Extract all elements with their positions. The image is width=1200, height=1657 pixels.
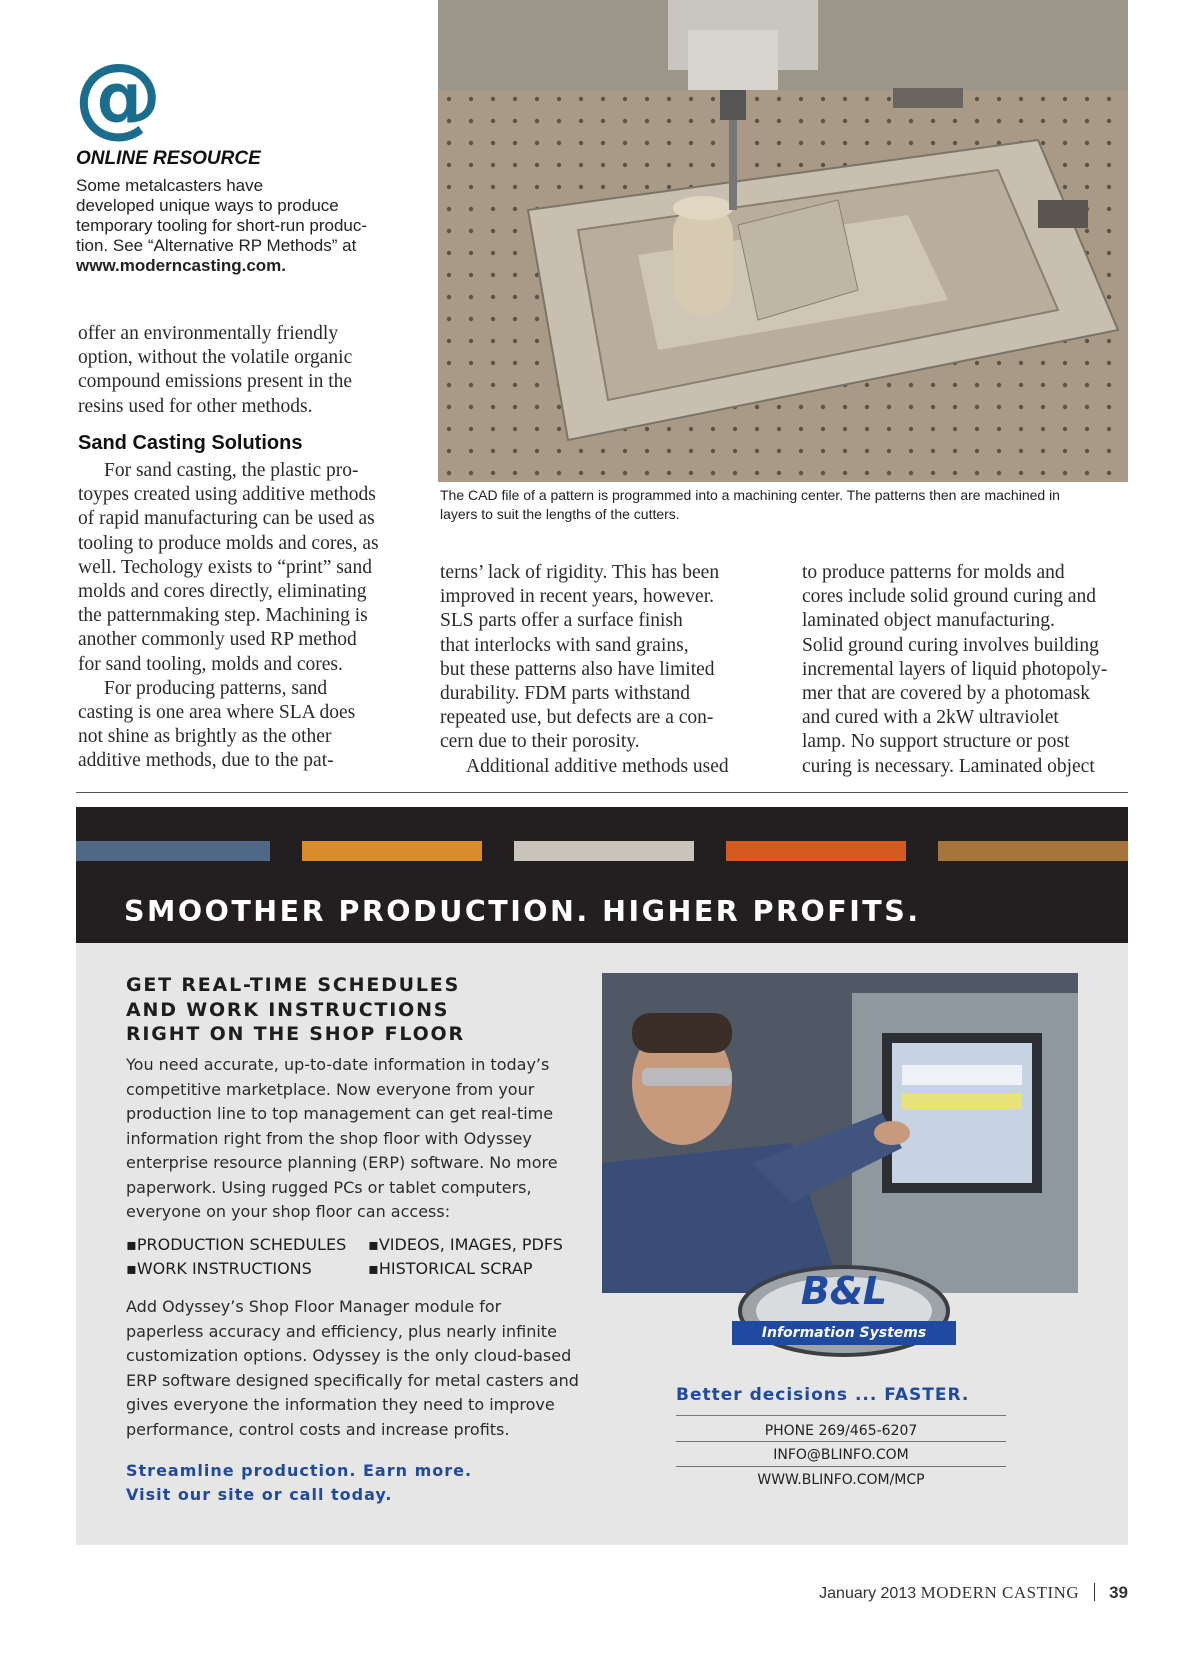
contact-website[interactable]: WWW.BLINFO.COM/MCP [757,1472,925,1488]
bl-logo-text: B&L [800,1269,888,1313]
bl-logo-subtitle: Information Systems [761,1325,927,1341]
article-column-2: terns’ lack of rigidity. This has been improved in recent years, however. SLS parts offer a surface finish that interlocks with sand grains, but these patterns also have limited durability. FDM parts withstand repeated use, but defects are a con- cern due to their porosity. Additional additive methods used [440,562,729,777]
ad-header [76,807,1128,943]
issue-date: January 2013 [819,1585,917,1602]
magazine-name: MODERN CASTING [920,1583,1080,1602]
bl-logo [726,1261,962,1361]
list-item: ▪HISTORICAL SCRAP [368,1259,533,1278]
ad-headline: GET REAL-TIME SCHEDULES AND WORK INSTRUCTIONS RIGHT ON THE SHOP FLOOR [126,974,465,1045]
section-heading: Sand Casting Solutions [78,431,303,454]
page-footer [819,1583,1128,1603]
ad-slogan: SMOOTHER PRODUCTION. HIGHER PROFITS. [124,895,921,928]
machining-center-photo [438,0,1128,482]
contact-email[interactable]: INFO@BLINFO.COM [773,1447,909,1463]
list-item: ▪VIDEOS, IMAGES, PDFS [368,1235,563,1254]
list-item: ▪WORK INSTRUCTIONS [126,1259,312,1278]
worker-touchscreen-illustration [602,973,1078,1293]
machining-illustration [438,0,1128,482]
contact-divider [676,1466,1006,1467]
shop-floor-photo [602,973,1078,1293]
page-number: 39 [1109,1583,1128,1602]
ad-body [76,943,1128,1545]
contact-phone: PHONE 269/465-6207 [764,1423,918,1439]
footer-separator [1094,1583,1095,1601]
contact-divider [676,1415,1006,1416]
ad-tagline: Better decisions ... FASTER. [676,1385,970,1405]
contact-divider [676,1441,1006,1442]
online-resource-text: Some metalcasters have developed unique ways to produce temporary tooling for short-run produc- tion. See “Alternative RP Methods” at www.moderncasting.com. [76,176,386,276]
color-bar [726,841,906,861]
article-column-1: offer an environmentally friendly option, without the volatile organic compound emissions present in the resins used for other methods. Sand Casting Solutions For sand casting, the plastic pro- toypes created using additive methods of rapid manufacturing can be used as tooling to produce molds and cores, as well. Techology exists to “print” sand molds and cores directly, eliminating the patternmaking step. Machining is another commonly used RP method for sand tooling, molds and cores. For producing patterns, sand casting is one area where SLA does not shine as brightly as the other additive methods, due to the pat- [78,322,408,774]
color-bar [514,841,694,861]
section-divider [76,792,1128,793]
ad-paragraph-1: You need accurate, up-to-date information in today’s competitive marketplace. Now everyone from your production line to top management can get real-time information right from the shop floor with Odyssey enterprise resource planning (ERP) software. No more paperwork. Using rugged PCs or tablet computers, everyone on your shop floor can access: [126,1055,558,1221]
ad-call-to-action: Streamline production. Earn more. Visit our site or call today. [126,1461,473,1504]
article-column-3: to produce patterns for molds and cores include solid ground curing and laminated object manufacturing. Solid ground curing involves building incremental layers of liquid photopoly- mer that are covered by a photomask and cured with a 2kW ultraviolet lamp. No support structure or post curing is necessary. Laminated object [802,562,1108,777]
list-item: ▪PRODUCTION SCHEDULES [126,1235,347,1254]
color-bar [76,841,270,861]
color-bar [302,841,482,861]
color-bar [938,841,1128,861]
photo-caption: The CAD file of a pattern is programmed into a machining center. The patterns then are machined in layers to suit the lengths of the cutters. [440,487,1060,522]
online-resource-heading: ONLINE RESOURCE [76,148,261,169]
online-resource-link[interactable]: www.moderncasting.com. [76,256,287,275]
ad-paragraph-2: Add Odyssey’s Shop Floor Manager module for paperless accuracy and efficiency, plus nearly infinite customization options. Odyssey is the only cloud-based ERP software designed specifically for metal casters and gives everyone the information they need to improve performance, control costs and increase profits. [126,1297,579,1439]
at-sign-icon: @ [74,44,162,147]
